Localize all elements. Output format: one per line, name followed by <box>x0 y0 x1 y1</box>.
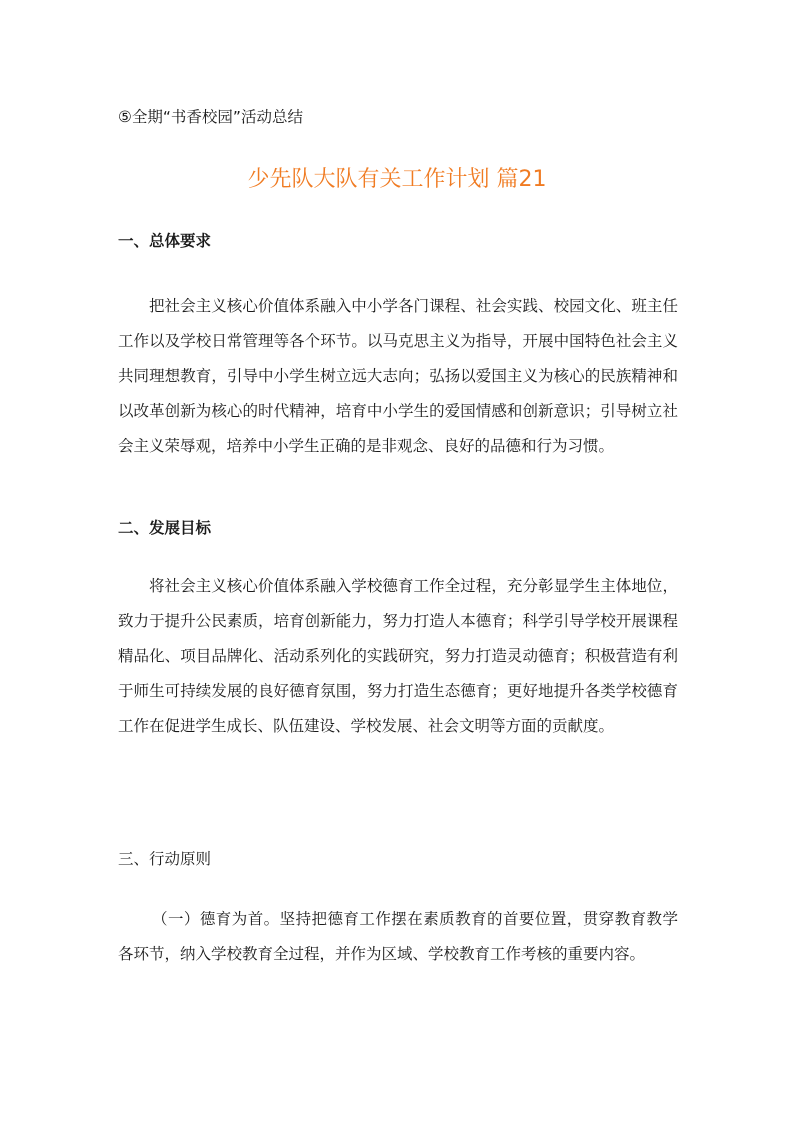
section-paragraph-action-principles: （一）德育为首。坚持把德育工作摆在素质教育的首要位置，贯穿教育教学各环节，纳入学校教育全过程，并作为区域、学校教育工作考核的重要内容。 <box>118 910 678 963</box>
section-paragraph-development-goals: 将社会主义核心价值体系融入学校德育工作全过程，充分彰显学生主体地位，致力于提升公民素质，培育创新能力，努力打造人本德育；科学引导学校开展课程精品化、项目品牌化、活动系列化的实践研究，努力打造灵动德育；积极营造有利于师生可持续发展的良好德育氛围，努力打造生态德育；更好地提升各类学校德育工作在促进学生成长、队伍建设、学校发展、社会文明等方面的贡献度。 <box>118 577 678 735</box>
section-heading-overall-requirements: 一、总体要求 <box>118 232 212 250</box>
section-paragraph-overall-requirements: 把社会主义核心价值体系融入中小学各门课程、社会实践、校园文化、班主任工作以及学校日常管理等各个环节。以马克思主义为指导，开展中国特色社会主义共同理想教育，引导中小学生树立远大志向；弘扬以爱国主义为核心的民族精神和以改革创新为核心的时代精神，培育中小学生的爱国情感和创新意识；引导树立社会主义荣辱观，培养中小学生正确的是非观念、良好的品德和行为习惯。 <box>118 297 678 455</box>
section-heading-action-principles: 三、行动原则 <box>118 850 212 868</box>
section-heading-development-goals: 二、发展目标 <box>118 519 212 537</box>
document-title: 少先队大队有关工作计划 篇21 <box>247 167 547 192</box>
intro-line: ⑤全期“书香校园”活动总结 <box>118 108 303 126</box>
